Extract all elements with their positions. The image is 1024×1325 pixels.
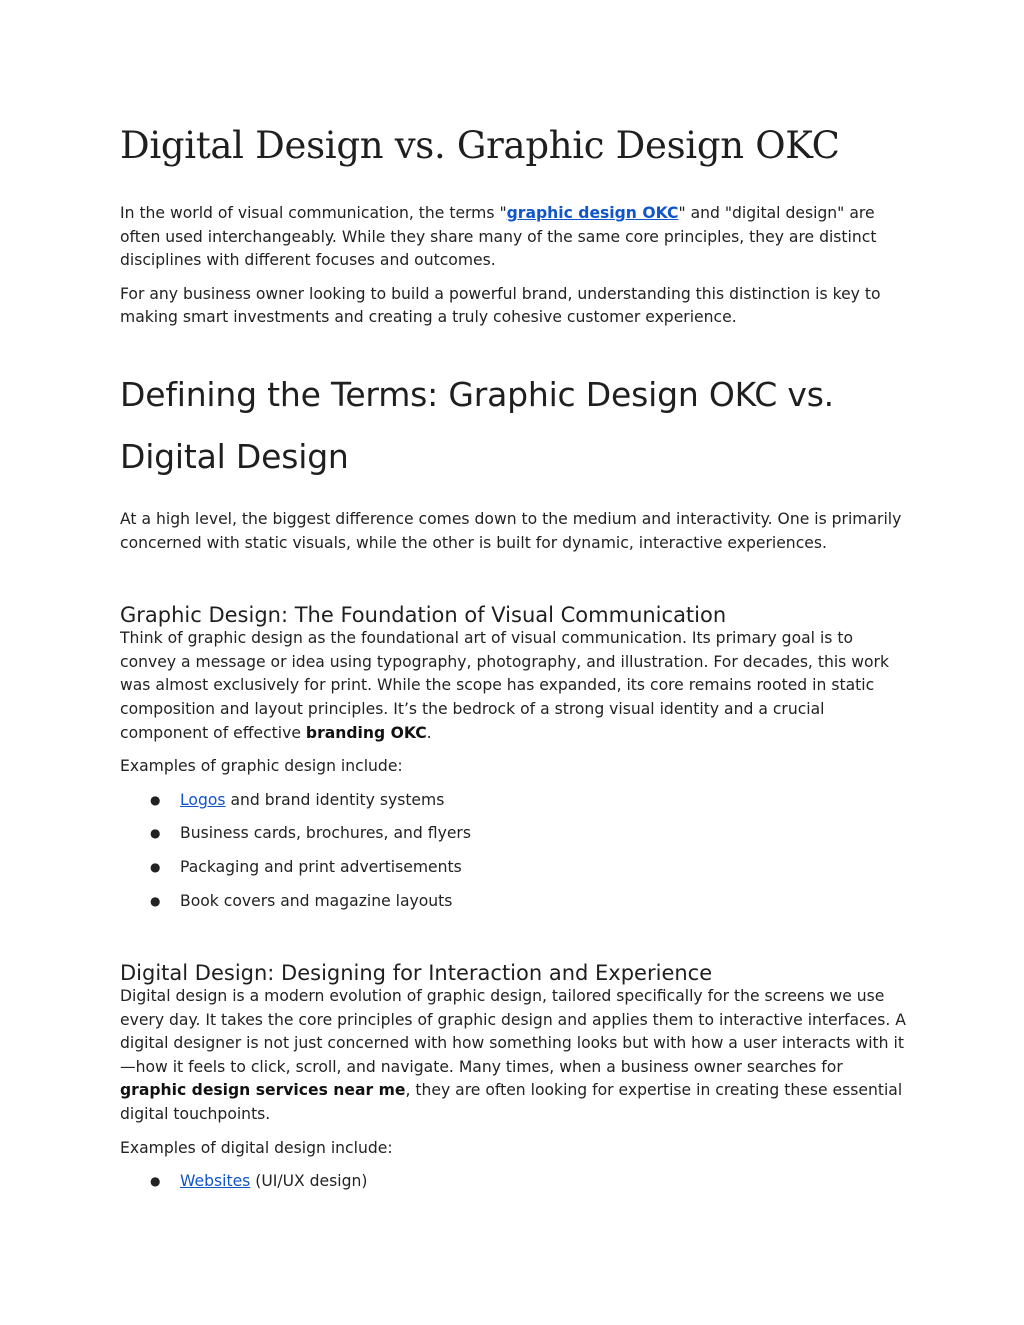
list-item <box>120 1170 910 1194</box>
graphic-design-paragraph <box>120 627 910 745</box>
digital-text-after: , they are often looking for expertise in creating these essential digital touchpoints. <box>120 1081 903 1124</box>
bullet-icon: ● <box>150 893 161 908</box>
list-item-text: Packaging and print advertisements <box>180 857 462 876</box>
intro-paragraph-2: For any business owner looking to build a powerful brand, understanding this distinction is key to making smart investments and creating a truly cohesive customer experience. <box>120 284 881 327</box>
bullet-icon: ● <box>150 1174 161 1189</box>
digital-design-paragraph <box>120 985 910 1127</box>
list-item <box>120 856 910 880</box>
graphic-design-heading: Graphic Design: The Foundation of Visual Communication <box>120 603 727 628</box>
list-item <box>120 890 910 914</box>
document-page <box>120 118 910 1204</box>
intro-paragraph-1 <box>120 202 910 273</box>
digital-text-before: Digital design is a modern evolution of graphic design, tailored specifically for the screens we use every day. It takes the core principles of graphic design and applies them to interactive interfaces. A digital designer is not just concerned with how something looks but with how a user interacts with it—how it feels to click, scroll, and navigate. Many times, when a business owner searches for <box>120 987 906 1076</box>
list-item-text: (UI/UX design) <box>250 1172 368 1191</box>
bullet-icon: ● <box>150 792 161 807</box>
logos-link[interactable]: Logos <box>180 790 226 809</box>
graphic-examples-intro: Examples of graphic design include: <box>120 757 403 776</box>
bullet-icon: ● <box>150 859 161 874</box>
graphic-examples-list <box>120 789 910 913</box>
digital-examples-list <box>120 1170 910 1194</box>
websites-link[interactable]: Websites <box>180 1172 251 1191</box>
services-near-me-bold: graphic design services near me <box>120 1081 406 1100</box>
list-item-text: Business cards, brochures, and flyers <box>180 824 471 843</box>
list-item <box>120 822 910 846</box>
bullet-icon: ● <box>150 826 161 841</box>
graphic-text-after: . <box>426 723 432 742</box>
list-item-text: and brand identity systems <box>225 790 445 809</box>
graphic-design-okc-link[interactable]: graphic design OKC <box>506 204 679 222</box>
intro-text-before: In the world of visual communication, the terms " <box>120 204 507 222</box>
defining-terms-heading: Defining the Terms: Graphic Design OKC vs. Digital Design <box>120 374 834 476</box>
digital-examples-intro: Examples of digital design include: <box>120 1138 393 1157</box>
intro-text-after: " and "digital design" are often used interchangeably. While they share many of the same core principles, they are distinct disciplines with different focuses and outcomes. <box>120 204 877 270</box>
digital-design-heading: Digital Design: Designing for Interaction and Experience <box>120 961 713 986</box>
list-item-text: Book covers and magazine layouts <box>180 891 453 910</box>
document-title: Digital Design vs. Graphic Design OKC <box>120 124 840 167</box>
graphic-text-before: Think of graphic design as the foundational art of visual communication. Its primary goal is to convey a message or idea using typography, photography, and illustration. For decades, this work was almost exclusively for print. While the scope has expanded, its core remains rooted in static composition and layout principles. It’s the bedrock of a strong visual identity and a crucial component of effective <box>120 629 889 742</box>
defining-paragraph: At a high level, the biggest difference comes down to the medium and interactivity. One is primarily concerned with static visuals, while the other is built for dynamic, interactive experiences. <box>120 509 902 552</box>
list-item <box>120 789 910 813</box>
branding-okc-bold: branding OKC <box>305 723 427 742</box>
